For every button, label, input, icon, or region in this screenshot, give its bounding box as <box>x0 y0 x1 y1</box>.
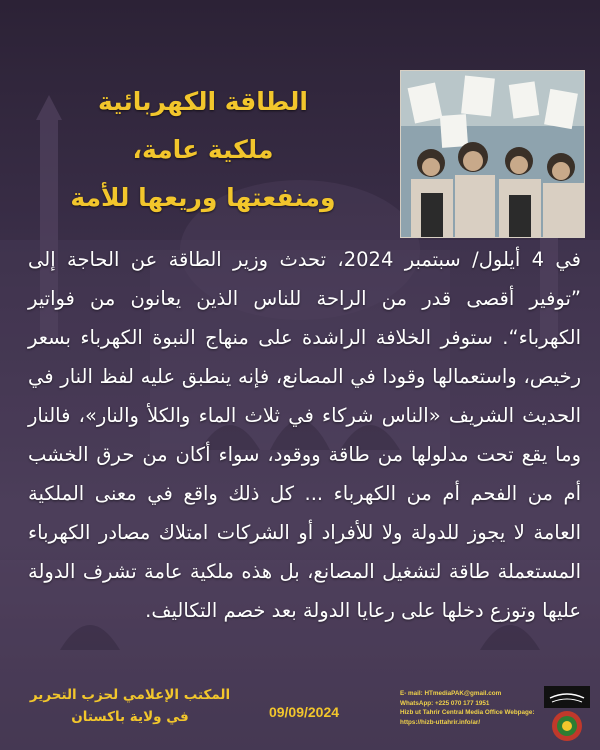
headline-line-3: ومنفعتها وريعها للأمة <box>70 183 336 212</box>
contact-info <box>400 689 538 727</box>
headline <box>28 78 378 222</box>
contact-webpage-url: https://hizb-uttahrir.info/ar/ <box>400 718 481 726</box>
publish-date: 09/09/2024 <box>268 704 340 720</box>
headline-line-2: ملكية عامة، <box>132 135 274 164</box>
media-office-label <box>20 684 240 728</box>
protest-photo <box>400 70 585 238</box>
article-body: في 4 أيلول/ سبتمبر 2024، تحدث وزير الطاقة عن الحاجة إلى ”توفير أقصى قدر من الراحة للناس الذين يعانون من فواتير الكهرباء“. ستوفر الخلافة الراشدة على منهاج النبوة الكهرباء بسعر رخيص، واستعمالها وقودا في المصانع، فإنه ينطبق عليه لفظ النار في الحديث الشريف «الناس شركاء في ثلاث الماء والكلأ والنار»، فالنار وما يقع تحت مدلولها من طاقة ووقود، سواء أكان من حرق الخشب أم من الفحم أم من الكهرباء ... كل ذلك واقع في معنى الملكية العامة لا يجوز للدولة ولا للأفراد أو الشركات امتلاك مصادر الكهرباء المستعملة طاقة لتشغيل المصانع، بل هذه ملكية عامة تشرف الدولة عليها وتوزع دخلها على رعايا الدولة بعد خصم التكاليف. <box>28 248 581 622</box>
contact-webpage-label: Hizb ut Tahrir Central Media Office Webpage: <box>400 709 535 717</box>
contact-email: E- mail: HTmediaPAK@gmail.com <box>400 690 502 697</box>
media-office-line-2: في ولاية باكستان <box>71 709 189 725</box>
organization-logo-icon <box>542 684 592 744</box>
contact-whatsapp: WhatsApp: +225 070 177 1951 <box>400 699 490 707</box>
protest-photo-icon <box>401 71 584 237</box>
media-office-line-1: المكتب الإعلامي لحزب التحرير <box>29 687 231 703</box>
headline-line-1: الطاقة الكهربائية <box>97 87 308 116</box>
